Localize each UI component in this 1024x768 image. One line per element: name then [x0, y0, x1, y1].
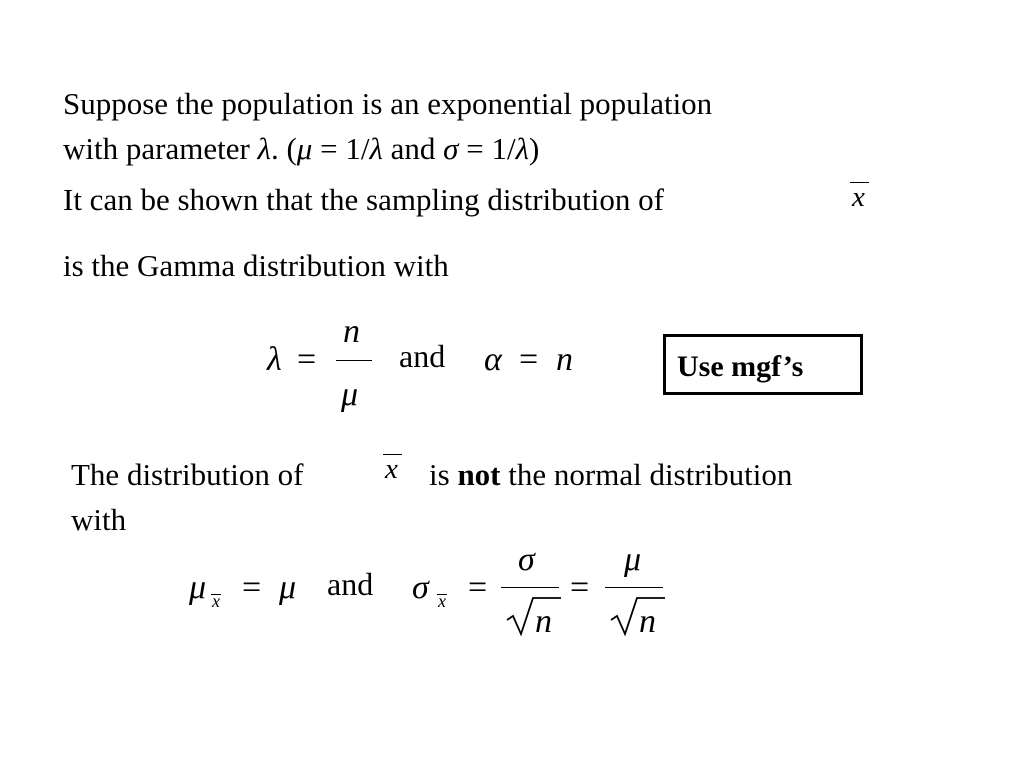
not-normal-line-1: [71, 457, 303, 493]
sqrt-sign-icon-2: [609, 594, 667, 638]
intro-line-3: It can be shown that the sampling distribution of: [63, 182, 664, 217]
normal-mu-subscript-bar: [211, 594, 221, 595]
intro-line-1: Suppose the population is an exponential population: [63, 86, 713, 121]
normal-frac2-numerator: μ: [624, 541, 642, 578]
intro-line-4: is the Gamma distribution with: [63, 248, 449, 283]
dot-paren: . (: [270, 131, 297, 166]
eq-one-over-2: = 1/: [458, 131, 516, 166]
gamma-numerator: n: [343, 313, 360, 350]
eq-one-over: = 1/: [312, 131, 370, 166]
normal-mu-subscript-x: x: [212, 591, 220, 611]
x-bar-letter-2: x: [385, 453, 398, 485]
normal-mu-subscript: [212, 592, 220, 610]
sqrt-sign-icon: [505, 594, 563, 638]
sigma-symbol: σ: [443, 131, 459, 166]
mu-symbol: μ: [296, 131, 313, 166]
gamma-fraction-bar: [336, 360, 372, 361]
gamma-equals: =: [297, 341, 317, 378]
not-normal-suffix: the normal distribution: [508, 457, 793, 492]
gamma-alpha: α: [484, 341, 502, 378]
gamma-lambda: λ: [267, 341, 282, 378]
gamma-equals-2: =: [519, 341, 539, 378]
close-paren: ): [529, 131, 540, 166]
and-text: and: [382, 131, 444, 166]
normal-frac2-root-n: n: [639, 603, 656, 640]
mgf-note-label: Use mgf’s: [677, 350, 804, 383]
lambda-symbol: λ: [257, 131, 271, 166]
normal-mu-rhs: μ: [279, 569, 297, 606]
intro-line-2: [63, 131, 539, 167]
normal-sigma-subscript: [438, 592, 446, 610]
normal-frac1-root-n: n: [535, 603, 552, 640]
not-normal-line-1-rest: [429, 457, 792, 493]
gamma-denominator: μ: [341, 376, 359, 413]
x-bar-symbol-2: [385, 454, 398, 484]
normal-equals: =: [242, 569, 262, 606]
lambda-symbol-2: λ: [369, 131, 383, 166]
normal-frac1-bar: [501, 587, 559, 588]
normal-sigma-subscript-x: x: [438, 591, 446, 611]
x-bar-overline: [850, 182, 869, 183]
x-bar-symbol: [852, 182, 865, 212]
not-normal-bold-not: not: [457, 457, 501, 492]
lambda-symbol-3: λ: [515, 131, 530, 166]
not-normal-is: is: [429, 457, 450, 492]
normal-sigma-subscript-bar: [437, 594, 447, 595]
normal-frac1-numerator: σ: [518, 541, 535, 578]
x-bar-overline-2: [383, 454, 402, 455]
normal-sigma: σ: [412, 569, 429, 606]
intro-line-2-prefix: with parameter: [63, 131, 250, 166]
normal-frac2-bar: [605, 587, 663, 588]
not-normal-line-2: with: [71, 502, 127, 537]
gamma-and: and: [399, 338, 446, 374]
not-normal-prefix: The distribution of: [71, 457, 304, 492]
normal-equals-3: =: [570, 569, 590, 606]
mgf-note-box: [663, 334, 863, 395]
x-bar-letter: x: [852, 181, 865, 213]
gamma-alpha-value: n: [556, 341, 573, 378]
normal-and: and: [327, 566, 374, 602]
normal-equals-2: =: [468, 569, 488, 606]
normal-mu: μ: [189, 569, 207, 606]
